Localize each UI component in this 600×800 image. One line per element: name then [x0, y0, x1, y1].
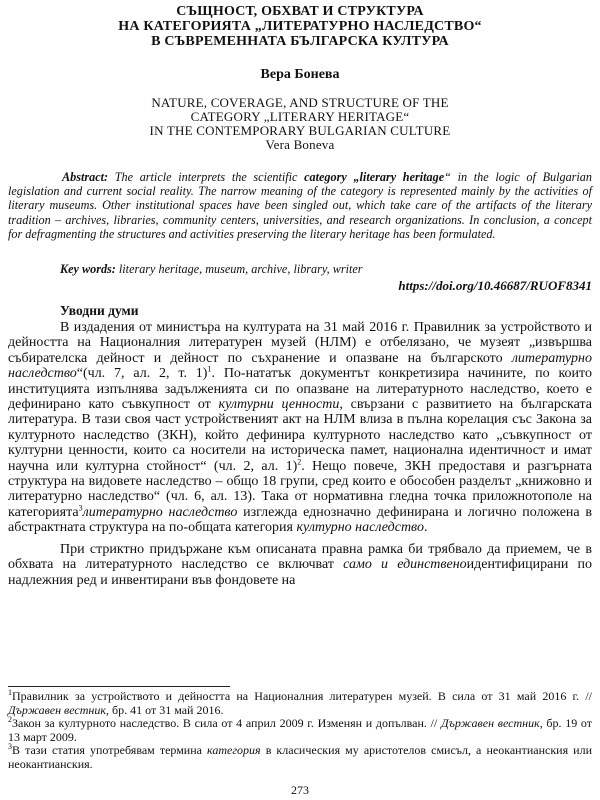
doi-link[interactable]: https://doi.org/10.46687/RUOF8341 [398, 278, 592, 293]
p2-italic-1: само и единствено [343, 557, 467, 573]
p1-text-g: . [423, 520, 428, 536]
footnote-ref-1[interactable]: 1 [207, 364, 212, 374]
keywords-text: literary heritage, museum, archive, library, writer [115, 262, 363, 276]
footnote-3-italic: категория [207, 743, 261, 758]
footnote-1 [8, 690, 592, 717]
footnote-1-text-b: , бр. 41 от 31 май 2016. [106, 702, 224, 717]
keywords [60, 262, 592, 276]
p1-text-b: “(чл. 7, ал. 2, т. 1) [76, 366, 208, 382]
p2-text-b: идентифицирани по надлежния ред и инвентирани във фондовете на [8, 557, 592, 588]
footnote-divider [8, 686, 230, 687]
p1-text-e: . Нещо повече, ЗКН предоставя и разгърната структура на видовете наследство – общо 18 групи, сред които е обособен разделът „книжовно и литературно наследство“ (чл. 6, ал. 13). Така от нормативна гледна точка приложнотополе на категорията [8, 458, 592, 520]
footnote-1-italic: Държавен вестник [8, 702, 106, 717]
footnotes [8, 690, 592, 772]
paragraph-2 [8, 542, 592, 588]
body-text [8, 320, 592, 588]
p1-text-f: изглежда еднозначно дефинирана и логично положена в абстрактната структура на по-общата категория [8, 504, 592, 536]
title-bg-line-3: В СЪВРЕМЕННАТА БЪЛГАРСКА КУЛТУРА [151, 34, 449, 49]
p2-text-a: При стриктно придържане към описаната правна рамка би трябвало да приемем, че в обхвата на литературното наследство се включват [8, 541, 592, 573]
p1-text-c: . По-нататък документът конкретизира начините, по които институцията изпълнява задълженията си по опазване на литературното наследство, което е дефинирано като съвкупност от [8, 366, 592, 413]
footnote-3 [8, 744, 592, 771]
p1-italic-2: културни ценности [218, 397, 340, 413]
title-en-line-2: CATEGORY „LITERARY HERITAGE“ [190, 109, 410, 124]
p1-text-a: В издадения от министъра на културата на 31 май 2016 г. Правилник за устройството и дейността на Националния литературен музей (НЛМ) е отбелязано, че музеят „извършва събирателска дейност и дейност по съхранение и опазване на българското [8, 320, 592, 366]
abstract-label: Abstract: [62, 170, 109, 184]
footnote-3-text-b: в класическия му аристотелов смисъл, а неокантианския или неокантианския. [8, 743, 593, 771]
footnote-2-number: 2 [8, 715, 12, 725]
footnote-2-italic: Държавен вестник [440, 716, 540, 731]
footnote-2-text-a: Закон за културното наследство. В сила от 4 април 2009 г. Изменян и допълван. // [12, 716, 441, 731]
footnote-2 [8, 717, 592, 744]
page-number: 273 [291, 783, 309, 797]
abstract-text-2: “ in the logic of Bulgarian legislation and current social reality. The narrow meaning of the category is represented mainly by the activities of literary museums. Other institutional spaces have been singled out, which take care of the artifacts of the literary tradition – archives, libraries, community centers, universities, and research organizations. In conclusion, a concept for defragmenting the structures and activities preserving the literary heritage has been formulated. [8, 170, 592, 241]
title-bg-line-2: НА КАТЕГОРИЯТА „ЛИТЕРАТУРНО НАСЛЕДСТВО“ [118, 19, 482, 34]
abstract-term: category „literary heritage [304, 170, 445, 184]
abstract [8, 170, 592, 241]
p1-italic-3: литературно наследство [82, 504, 238, 520]
section-heading: Уводни думи [60, 303, 139, 318]
author-bg: Вера Бонева [260, 67, 340, 82]
title-en-line-3: IN THE CONTEMPORARY BULGARIAN CULTURE [149, 123, 451, 138]
p1-text-d: , свързани с развитието на българската литература. В тази своя част устройственият акт на НЛМ влиза в пълна корелация със Закона за културното наследство (ЗКН), който дефинира културното наследство като „съвкупност от културни ценности, които са носители на историческа памет, национална идентичност и имат научна или културна стойност“ (чл. 2, ал. 1) [8, 397, 592, 474]
footnote-1-number: 1 [8, 688, 12, 697]
footnote-3-number: 3 [8, 742, 12, 752]
paragraph-1 [8, 320, 592, 536]
keywords-label: Key words: [60, 262, 116, 276]
footnote-ref-2[interactable]: 2 [297, 457, 302, 466]
title-en-line-1: NATURE, COVERAGE, AND STRUCTURE OF THE [151, 95, 449, 110]
footnote-1-text-a: Правилник за устройството и дейността на Националния литературен музей. В сила от 31 май 2016 г. // [12, 689, 592, 703]
footnote-ref-3[interactable]: 3 [78, 503, 83, 513]
title-bg-line-1: СЪЩНОСТ, ОБХВАТ И СТРУКТУРА [176, 4, 424, 19]
author-en: Vera Boneva [265, 137, 335, 152]
p1-italic-4: културно наследство [296, 520, 424, 536]
footnote-3-text-a: В тази статия употребявам термина [12, 743, 208, 758]
abstract-text-1: The article interprets the scientific [108, 170, 305, 184]
p1-italic-1: литературно наследство [8, 350, 592, 382]
footnote-2-text-b: , бр. 19 от 13 март 2009. [8, 716, 592, 744]
